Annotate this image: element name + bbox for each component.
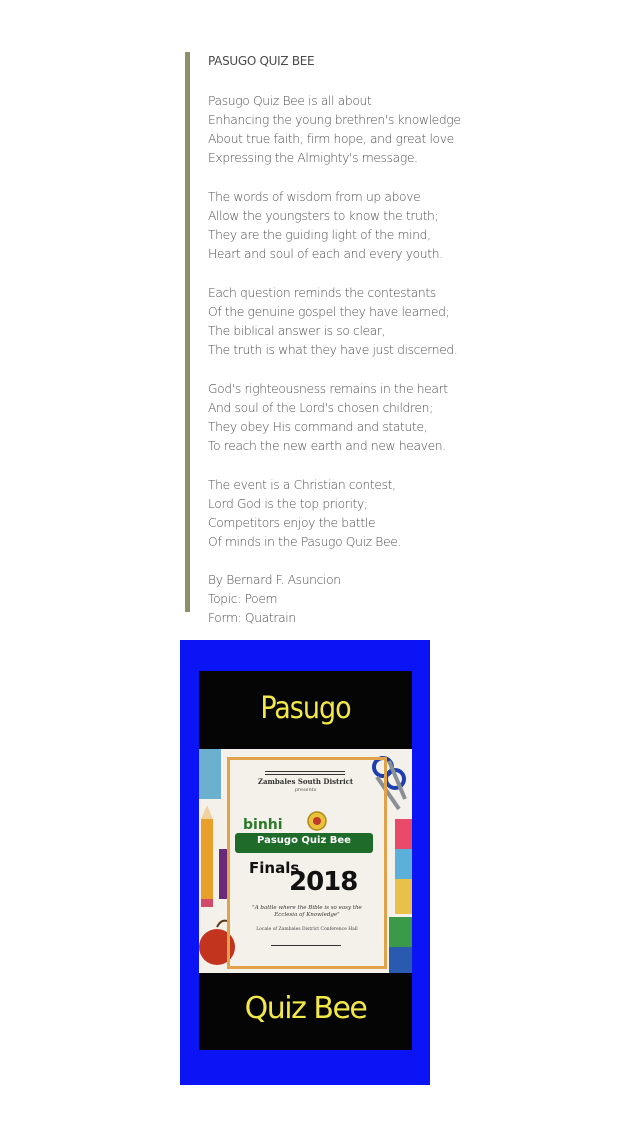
poster-top-title: Pasugo (260, 691, 351, 726)
poem-line: Pasugo Quiz Bee is all about (208, 94, 372, 108)
poem-line: Enhancing the young brethren's knowledge (208, 113, 461, 127)
poem-line: They are the guiding light of the mind, (208, 228, 431, 242)
poster-inner (199, 671, 412, 1050)
stanza-3 (208, 284, 485, 360)
books-icon (389, 819, 412, 973)
form-line: Form: Quatrain (208, 611, 296, 625)
pencil-icon (201, 805, 213, 907)
stanza-4 (208, 380, 485, 456)
flyer-venue: Locale of Zambales District Conference Hall (256, 927, 358, 932)
topic-line: Topic: Poem (208, 592, 278, 606)
poem-line: Each question reminds the contestants (208, 286, 436, 300)
flyer-district: Zambales South District (257, 777, 354, 786)
poster-image (180, 640, 430, 1085)
poem-line: They obey His command and statute, (208, 420, 428, 434)
poem-line: Of the genuine gospel they have learned; (208, 305, 450, 319)
poster-bottom-title: Quiz Bee (244, 991, 367, 1026)
poem-line: The biblical answer is so clear, (208, 324, 386, 338)
poem-line: Lord God is the top priority; (208, 497, 368, 511)
poem-line: Expressing the Almighty's message. (208, 151, 418, 165)
poem-line: Allow the youngsters to know the truth; (208, 209, 439, 223)
poem-line: And soul of the Lord's chosen children; (208, 401, 433, 415)
stanza-5 (208, 476, 485, 552)
flyer-tagline: "A battle where the Bible is so easy the Ecclesia of Knowledge" (252, 905, 362, 918)
poem-line: The event is a Christian contest, (208, 478, 396, 492)
ornament-divider (265, 771, 345, 775)
author-line: By Bernard F. Asuncion (208, 573, 341, 587)
flyer-finals: Finals (249, 859, 300, 877)
poem-line: The truth is what they have just discerned. (208, 343, 458, 357)
poem-line: God's righteousness remains in the heart (208, 382, 448, 396)
flyer-brand: binhi (243, 817, 283, 833)
flyer-year: 2018 (289, 867, 358, 897)
stanza-1 (208, 92, 485, 168)
poem-credits (208, 571, 485, 628)
poem-line: To reach the new earth and new heaven. (208, 439, 446, 453)
stanza-2 (208, 188, 485, 264)
flyer-presents: presents (294, 787, 317, 793)
poem-title: PASUGO QUIZ BEE (208, 54, 315, 68)
event-flyer (199, 749, 412, 973)
flyer-ribbon-text: Pasugo Quiz Bee (257, 835, 351, 846)
poem-line: Of minds in the Pasugo Quiz Bee. (208, 535, 401, 549)
ornament-divider-bottom (271, 945, 341, 948)
poem-line: Heart and soul of each and every youth. (208, 247, 443, 261)
poem-line: Competitors enjoy the battle (208, 516, 376, 530)
poem-line: The words of wisdom from up above (208, 190, 421, 204)
purple-pencil-icon (219, 849, 227, 899)
poem-block (185, 52, 485, 625)
poem-line: About true faith, firm hope, and great love (208, 132, 454, 146)
